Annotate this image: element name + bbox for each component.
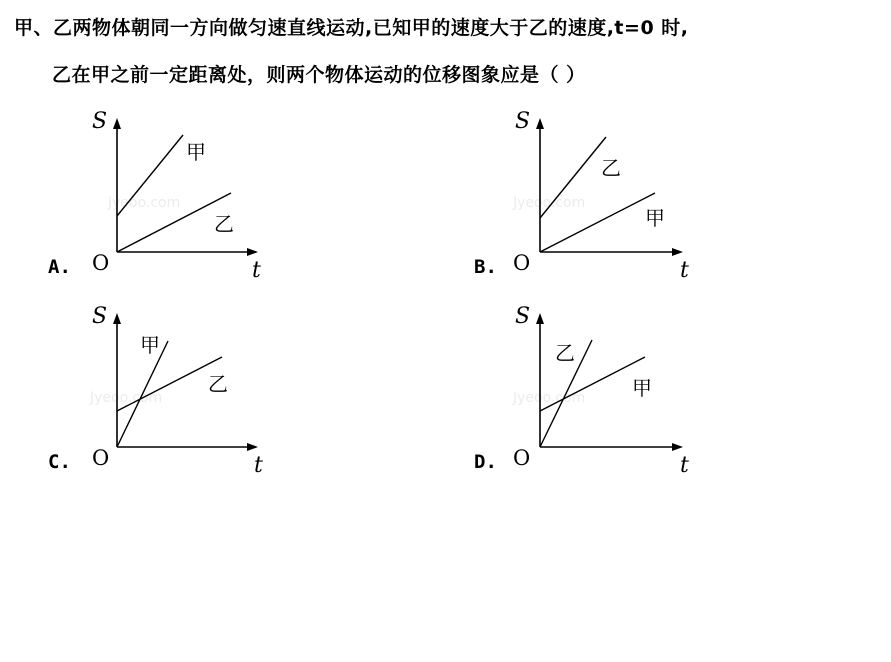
question-line-2: 乙在甲之前一定距离处，则两个物体运动的位移图象应是（ ） — [52, 64, 586, 86]
watermark-text: Jyeoo.com — [90, 390, 163, 406]
s-axis-label: S — [515, 304, 531, 329]
question-line-1: 甲、乙两物体朝同一方向做匀速直线运动,已知甲的速度大于乙的速度,t=0 时, — [14, 17, 689, 39]
origin-label: O — [92, 446, 110, 470]
t-axis-label: t — [254, 453, 263, 478]
graph-line-2 — [540, 357, 645, 411]
s-axis-arrow-icon — [536, 118, 544, 129]
s-axis-label: S — [92, 304, 108, 329]
option-a-graph[interactable] — [80, 105, 270, 285]
s-axis-label: S — [515, 109, 531, 134]
origin-label: O — [513, 251, 531, 275]
watermark-text: Jyeoo.com — [513, 195, 586, 211]
watermark-text: Jyeoo.com — [108, 195, 181, 211]
graph-line-1-label: 乙 — [555, 341, 575, 365]
option-c-label[interactable]: C. — [48, 451, 71, 473]
t-axis-arrow-icon — [672, 443, 683, 451]
watermark-text: Jyeoo.com — [513, 390, 586, 406]
t-axis-label: t — [680, 453, 689, 478]
s-axis-label: S — [92, 109, 108, 134]
t-axis-arrow-icon — [247, 248, 258, 256]
t-axis-arrow-icon — [247, 443, 258, 451]
graph-line-2 — [117, 357, 222, 411]
origin-label: O — [92, 251, 110, 275]
graph-line-1-label: 甲 — [140, 333, 160, 357]
graph-line-1-label: 乙 — [601, 156, 621, 180]
option-a-label[interactable]: A. — [48, 256, 71, 278]
option-b-label[interactable]: B. — [474, 256, 497, 278]
t-axis-label: t — [252, 258, 261, 283]
origin-label: O — [513, 446, 531, 470]
s-axis-arrow-icon — [536, 313, 544, 324]
graph-line-1-label: 甲 — [186, 140, 206, 164]
s-axis-arrow-icon — [113, 313, 121, 324]
option-d-label[interactable]: D. — [474, 451, 497, 473]
graph-line-2-label: 乙 — [208, 372, 228, 396]
t-axis-label: t — [680, 258, 689, 283]
graph-line-2-label: 甲 — [632, 376, 652, 400]
t-axis-arrow-icon — [672, 248, 683, 256]
option-c-graph[interactable] — [80, 300, 270, 480]
option-d-graph[interactable] — [505, 300, 695, 480]
graph-line-2-label: 甲 — [645, 206, 665, 230]
option-b-graph[interactable] — [505, 105, 695, 285]
s-axis-arrow-icon — [113, 118, 121, 129]
graph-line-2-label: 乙 — [214, 212, 234, 236]
